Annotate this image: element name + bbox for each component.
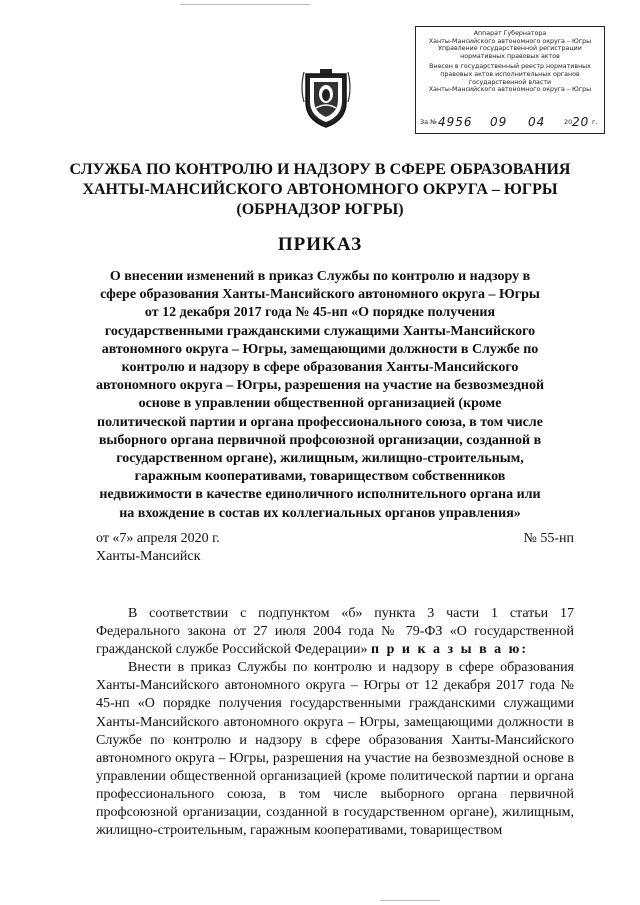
document-body — [96, 605, 574, 840]
stamp-line: нормативных правовых актов — [460, 52, 560, 60]
paragraph-text: В соответствии с подпунктом «б» пункта 3 части 1 статьи 17 Федерального закона от 27 июля 2004 года № 79-ФЗ «О государственной гражданской службе Российской Федерации» — [96, 606, 574, 658]
stamp-line: Управление государственной регистрации — [438, 45, 582, 53]
agency-title-line: (ОБРНАДЗОР ЮГРЫ) — [236, 201, 404, 218]
stamp-reg-year-suffix: 20 — [572, 115, 590, 129]
scan-artifact-line — [180, 4, 310, 5]
subject-line: сфере образования Ханты-Мансийского автономного округа – Югры — [100, 287, 540, 303]
order-keyword: п р и к а з ы в а ю: — [371, 642, 528, 658]
stamp-line: Внесен в государственный реестр нормативных — [429, 63, 591, 71]
subject-line: О внесении изменений в приказ Службы по контролю и надзору в — [109, 269, 531, 284]
scan-artifact-line — [380, 900, 440, 901]
stamp-reg-year-abbr: г. — [592, 118, 598, 126]
document-date: от «7» апреля 2020 г. — [96, 531, 220, 546]
stamp-reg-month: 04 — [528, 115, 546, 129]
stamp-reg-number: 4956 — [438, 115, 473, 129]
subject-line: на вхождение в состав их коллегиальных органов управления» — [119, 505, 521, 521]
subject-line: автономного округа – Югры, разрешения на участие на безвозмездной — [95, 378, 545, 394]
body-paragraph — [96, 605, 574, 659]
stamp-line: Ханты-Мансийского автономного округа – Югры — [428, 37, 592, 45]
subject-line: основе в управлении общественной организацией (кроме — [138, 396, 502, 412]
agency-title — [60, 160, 580, 220]
stamp-line: правовых актов исполнительных органов — [440, 70, 580, 78]
subject-line: недвижимости в качестве единоличного исполнительного органа или — [99, 487, 541, 503]
document-number: № 55-нп — [523, 531, 574, 546]
body-paragraph: Внести в приказ Службы по контролю и надзору в сфере образования Ханты-Мансийского автономного округа – Югры от 12 декабря 2017 года № 45-нп «О порядке получения государственными гражданскими служащими Ханты-Мансийского автономного округа – Югры, замещающими должности в Службе по контролю и надзору в сфере образования Ханты-Мансийского автономного округа – Югры, разрешения на участие на безвозмездной основе в управлении общественной организацией (кроме политической партии и органа профессионального союза, в том числе выборного органа первичной профсоюзной организации, созданной в государственном органе), жилищным, жилищно-строительным, гаражным кооперативами, товариществом — [96, 660, 574, 839]
date-number-row — [96, 530, 574, 548]
registration-stamp — [415, 26, 605, 134]
subject-line: государственными гражданскими служащими Ханты-Мансийского — [104, 323, 536, 339]
stamp-registration-row — [420, 115, 600, 129]
subject-line: государственном органе), жилищным, жилищно-строительным, — [116, 451, 524, 467]
subject-line: политической партии и органа профессионального союза, в том числе — [97, 414, 543, 430]
agency-title-line: ХАНТЫ-МАНСИЙСКОГО АВТОНОМНОГО ОКРУГА – ЮГРЫ — [82, 181, 558, 198]
document-city: Ханты-Мансийск — [96, 549, 201, 564]
stamp-line: Ханты-Мансийского автономного округа – Югры — [428, 86, 592, 94]
document-type: ПРИКАЗ — [277, 234, 363, 255]
stamp-reg-prefix: За № — [420, 118, 437, 126]
document-subject — [90, 268, 550, 523]
stamp-reg-year-prefix: 20 — [564, 118, 573, 126]
subject-line: контролю и надзору в сфере образования Ханты-Мансийского — [121, 360, 519, 376]
subject-line: выборного органа первичной профсоюзной организации, созданной в — [98, 432, 542, 448]
agency-title-line: СЛУЖБА ПО КОНТРОЛЮ И НАДЗОРУ В СФЕРЕ ОБРАЗОВАНИЯ — [69, 161, 571, 178]
subject-line: от 12 декабря 2017 года № 45-нп «О порядке получения — [144, 305, 496, 321]
coat-of-arms-icon — [300, 68, 352, 130]
subject-line: автономного округа – Югры, замещающими должности в Службе по — [101, 341, 539, 357]
stamp-reg-day: 09 — [490, 115, 508, 129]
stamp-line: Аппарат Губернатора — [473, 30, 547, 37]
stamp-line: государственной власти — [468, 78, 552, 86]
subject-line: гаражным кооперативами, товариществом собственников — [134, 469, 506, 485]
